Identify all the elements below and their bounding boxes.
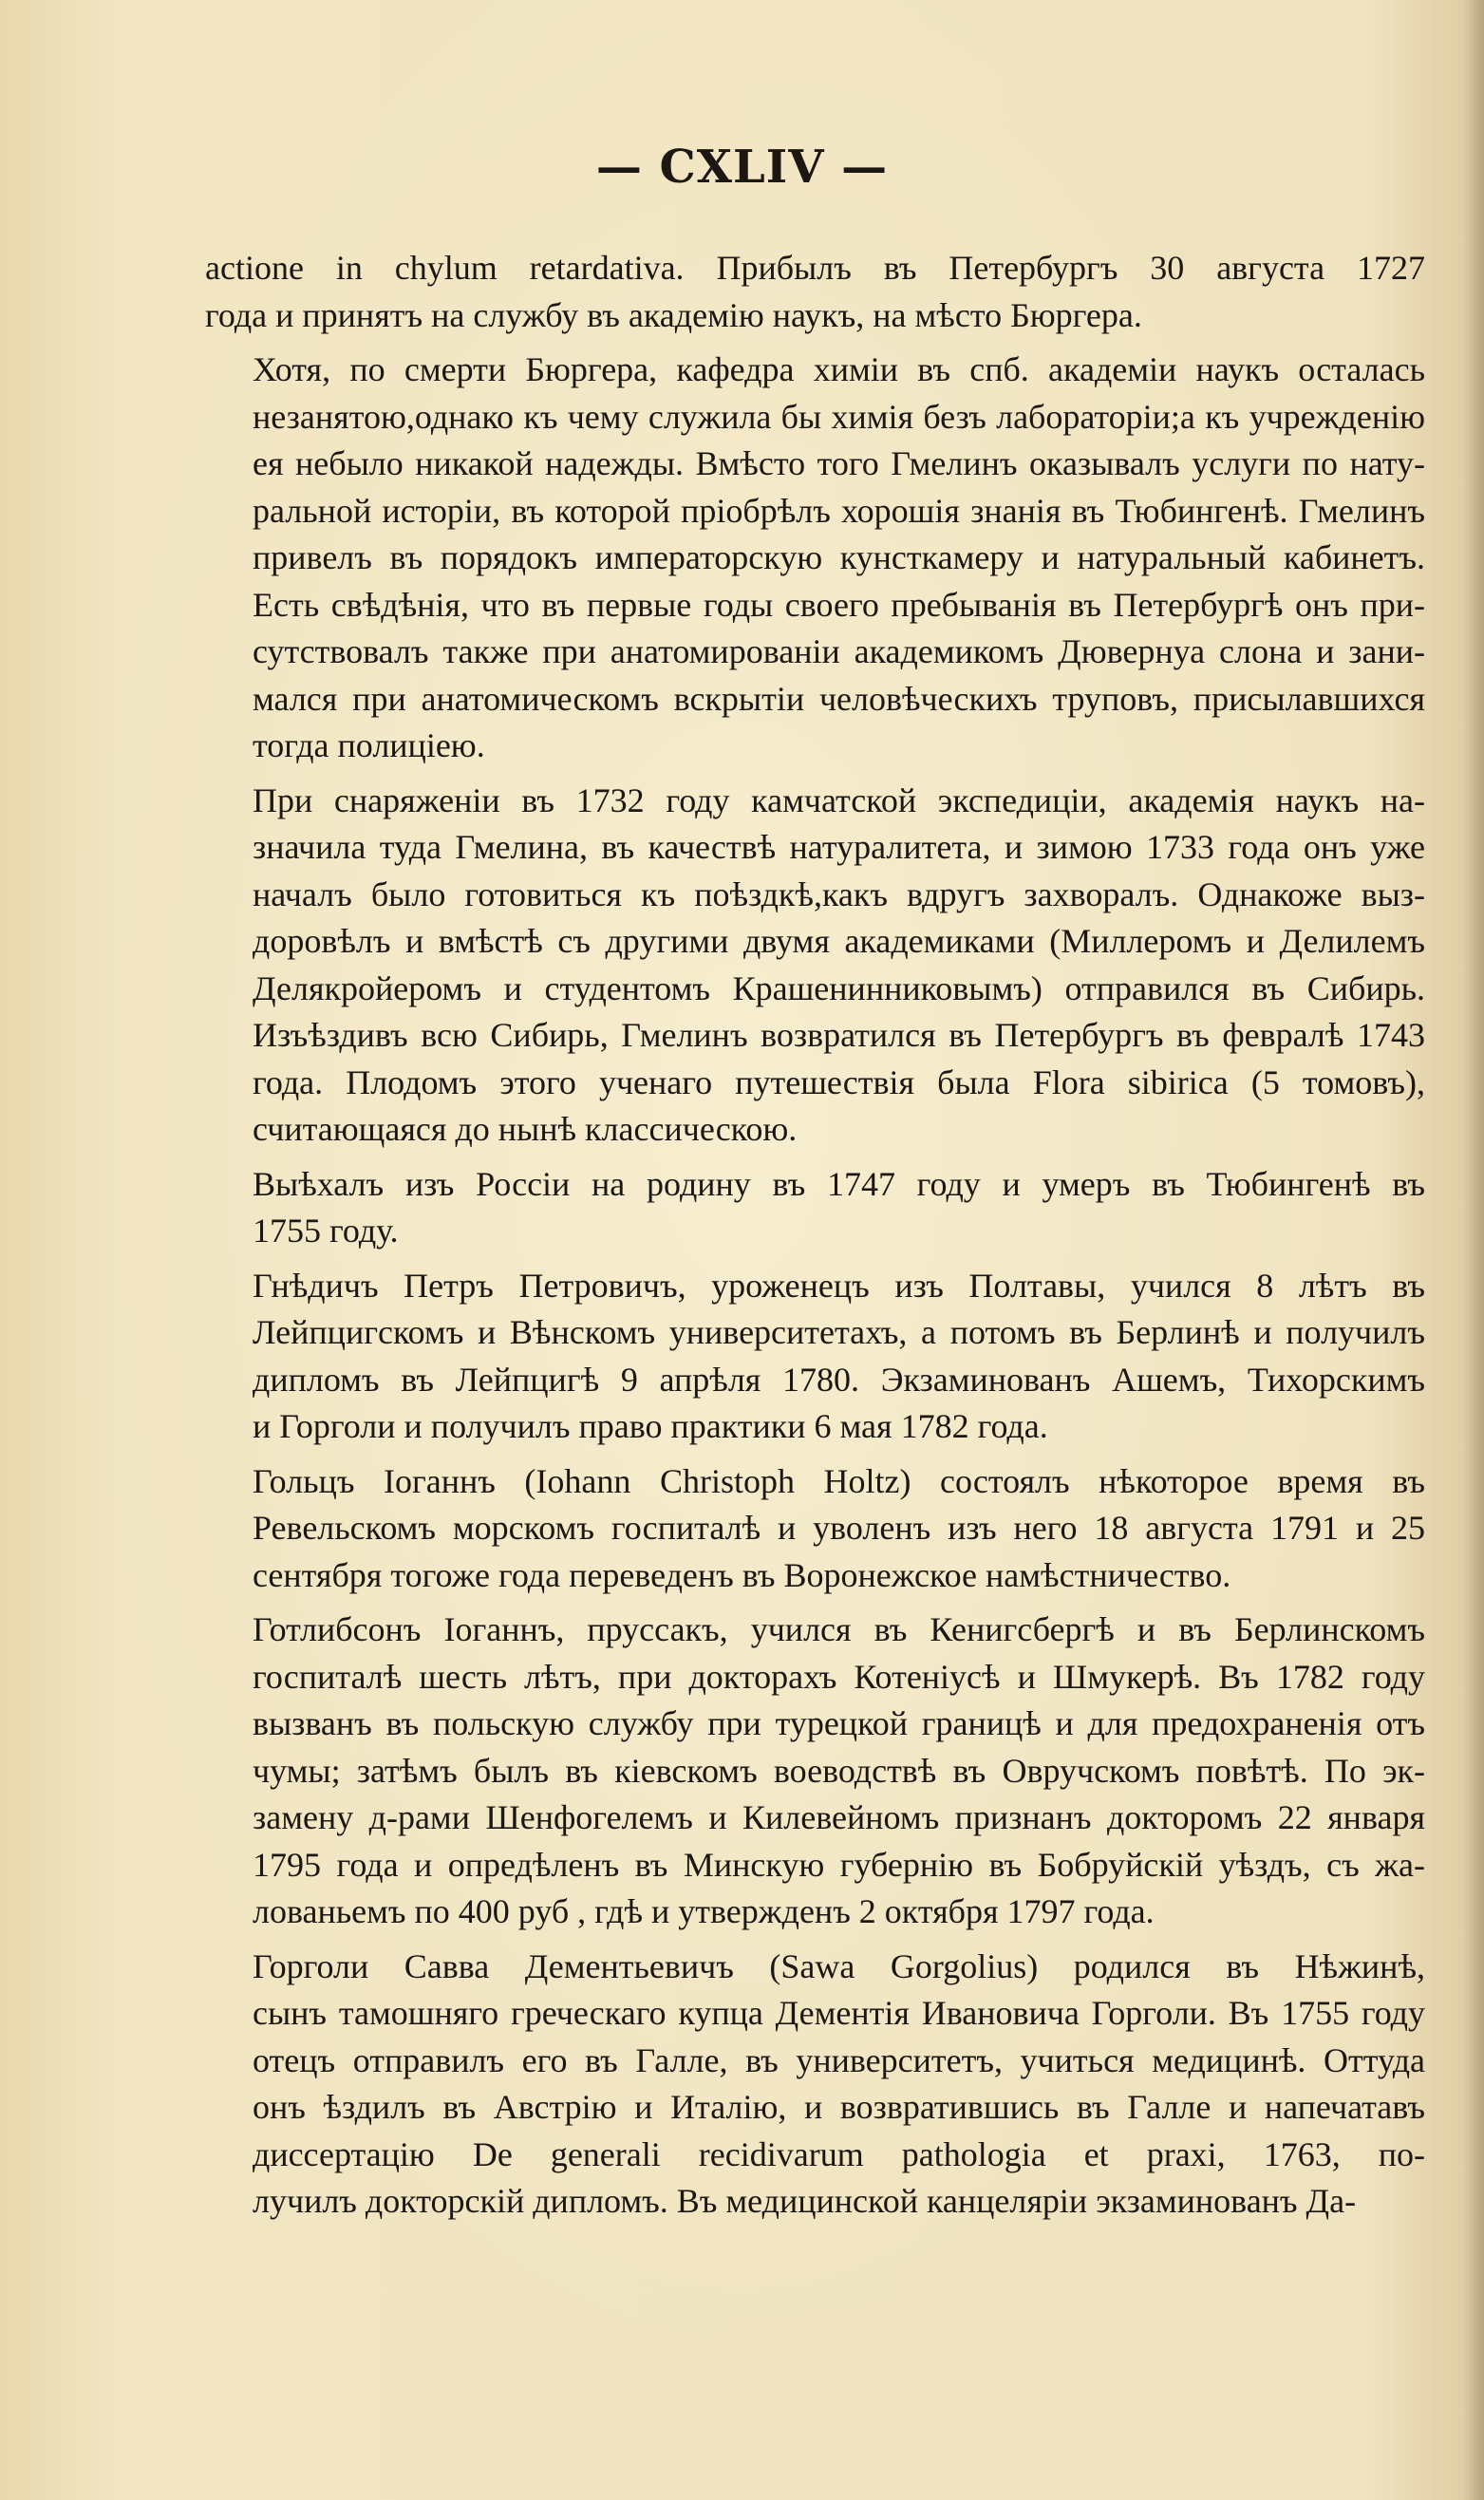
- paragraph: [205, 1161, 1425, 1255]
- paragraph: [205, 1263, 1425, 1451]
- text-line: тогда полиціею.: [253, 726, 485, 764]
- paragraph: [205, 1458, 1425, 1600]
- text-line: сынъ тамошняго греческаго купца Дементія Ивановича Горголи. Въ 1755 году: [253, 1994, 1425, 2032]
- paragraph: [205, 1944, 1425, 2226]
- paragraph: [205, 245, 1425, 339]
- text-line: Готлибсонъ Іоганнъ, пруссакъ, учился въ Кенигсбергѣ и въ Берлинскомъ: [253, 1610, 1425, 1648]
- text-line: чумы; затѣмъ былъ въ кіевскомъ воеводствѣ въ Овручскомъ повѣтѣ. По эк-: [253, 1751, 1425, 1790]
- text-line: госпиталѣ шесть лѣтъ, при докторахъ Котеніусѣ и Шмукерѣ. Въ 1782 году: [253, 1657, 1425, 1696]
- text-line: Ревельскомъ морскомъ госпиталѣ и уволенъ изъ него 18 августа 1791 и 25: [253, 1509, 1425, 1547]
- text-line: Хотя, по смерти Бюргера, кафедра химіи въ спб. академіи наукъ осталась: [253, 350, 1425, 388]
- text-line: Изъѣздивъ всю Сибирь, Гмелинъ возвратился въ Петербургъ въ февралѣ 1743: [253, 1016, 1425, 1054]
- text-line: Выѣхалъ изъ Россіи на родину въ 1747 году и умеръ въ Тюбингенѣ въ: [253, 1164, 1425, 1203]
- page-number-header: — CXLIV —: [595, 141, 889, 194]
- text-line: Делякройеромъ и студентомъ Крашенинниковымъ) отправился въ Сибирь.: [253, 968, 1425, 1007]
- text-line: Гольцъ Іоганнъ (Iohann Christoph Holtz) состоялъ нѣкоторое время въ: [253, 1461, 1425, 1500]
- text-line: значила туда Гмелина, въ качествѣ натуралитета, и зимою 1733 года онъ уже: [253, 828, 1425, 866]
- text-line: дипломъ въ Лейпцигѣ 9 апрѣля 1780. Экзаминованъ Ашемъ, Тихорскимъ: [253, 1360, 1425, 1399]
- text-line: 1795 года и опредѣленъ въ Минскую губернію въ Бобруйскій уѣздъ, съ жа-: [253, 1845, 1425, 1884]
- text-line: считающаяся до нынѣ классическою.: [253, 1110, 798, 1148]
- text-line: доровѣлъ и вмѣстѣ съ другими двумя академиками (Миллеромъ и Делилемъ: [253, 922, 1425, 960]
- text-line: Есть свѣдѣнія, что въ первые годы своего пребыванія въ Петербургѣ онъ при-: [253, 585, 1425, 624]
- text-line: ральной исторіи, въ которой пріобрѣлъ хорошія знанія въ Тюбингенѣ. Гмелинъ: [253, 491, 1425, 530]
- text-line: При снаряженіи въ 1732 году камчатской экспедиціи, академія наукъ на-: [253, 780, 1425, 819]
- text-line: вызванъ въ польскую службу при турецкой границѣ и для предохраненія отъ: [253, 1704, 1425, 1742]
- page-gutter-shadow: [1463, 0, 1484, 2500]
- text-line: лованьемъ по 400 руб , гдѣ и утвержденъ 2 октября 1797 года.: [253, 1892, 1155, 1930]
- text-line: отецъ отправилъ его въ Галле, въ университетъ, учиться медицинѣ. Оттуда: [253, 2040, 1425, 2079]
- text-line: замену д-рами Шенфогелемъ и Килевейномъ признанъ докторомъ 22 января: [253, 1798, 1425, 1836]
- text-line: ея небыло никакой надежды. Вмѣсто того Гмелинъ оказывалъ услуги по нату-: [253, 444, 1425, 482]
- text-line: онъ ѣздилъ въ Австрію и Италію, и возвратившись въ Галле и напечатавъ: [253, 2088, 1425, 2126]
- text-line: 1755 году.: [253, 1212, 399, 1250]
- text-line: мался при анатомическомъ вскрытіи человѣческихъ труповъ, присылавшихся: [253, 679, 1425, 718]
- text-line: и Горголи и получилъ право практики 6 мая 1782 года.: [253, 1407, 1048, 1445]
- paragraph: [205, 347, 1425, 770]
- text-line: Гнѣдичъ Петръ Петровичъ, уроженецъ изъ Полтавы, учился 8 лѣтъ въ: [253, 1266, 1425, 1305]
- text-line: Горголи Савва Дементьевичъ (Sawa Gorgolius) родился въ Нѣжинѣ,: [253, 1946, 1425, 1985]
- text-line: года. Плодомъ этого ученаго путешествія была Flora sibirica (5 томовъ),: [253, 1062, 1425, 1101]
- text-line: привелъ въ порядокъ императорскую кунсткамеру и натуральный кабинетъ.: [253, 538, 1425, 576]
- text-line: лучилъ докторскій дипломъ. Въ медицинской канцеляріи экзаминованъ Да-: [253, 2182, 1357, 2220]
- paragraph: [205, 778, 1425, 1154]
- text-line: сентября тогоже года переведенъ въ Воронежское намѣстничество.: [253, 1555, 1231, 1594]
- text-line: actione in chylum retardativa. Прибылъ въ Петербургъ 30 августа 1727: [205, 249, 1425, 287]
- text-line: года и принятъ на службу въ академію наукъ, на мѣсто Бюргера.: [205, 295, 1142, 334]
- body-text: [205, 245, 1425, 2233]
- text-line: сутствовалъ также при анатомированіи академикомъ Дювернуа слона и зани-: [253, 632, 1425, 670]
- paragraph: [205, 1607, 1425, 1936]
- text-line: началъ было готовиться къ поѣздкѣ,какъ вдругъ захворалъ. Однакоже выз-: [253, 874, 1425, 913]
- text-line: Лейпцигскомъ и Вѣнскомъ университетахъ, а потомъ въ Берлинѣ и получилъ: [253, 1313, 1425, 1351]
- text-line: незанятою,однако къ чему служила бы химія безъ лабораторіи;а къ учрежденію: [253, 397, 1425, 436]
- text-line: диссертацію De generali recidivarum pathologia et praxi, 1763, по-: [253, 2134, 1425, 2173]
